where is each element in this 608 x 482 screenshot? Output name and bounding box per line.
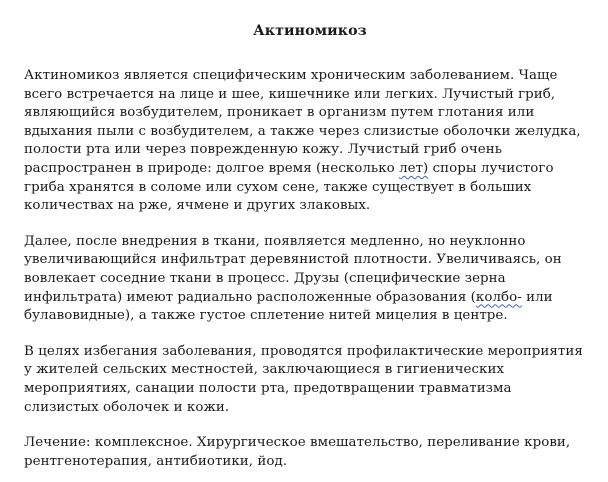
text-line bbox=[24, 399, 596, 418]
text-run: В целях избегания заболевания, проводятся профилактические мероприятия bbox=[24, 343, 583, 359]
text-line bbox=[24, 380, 596, 399]
text-run: споры лучистого bbox=[428, 160, 554, 176]
text-run: Актиномикоз является специфическим хроническим заболеванием. Чаще bbox=[24, 68, 558, 83]
text-run: булавовидные), а также густое сплетение нитей мицелия в центре. bbox=[24, 308, 508, 324]
text-line bbox=[24, 123, 596, 142]
text-run: рентгенотерапия, антибиотики, йод. bbox=[24, 453, 288, 469]
paragraph-4 bbox=[24, 434, 596, 471]
paragraph-3 bbox=[24, 343, 596, 417]
text-run: слизистых оболочек и кожи. bbox=[24, 399, 230, 415]
text-line bbox=[24, 453, 596, 472]
text-run: являющийся возбудителем, проникает в организм путем глотания или bbox=[24, 105, 535, 121]
text-run: распространен в природе: долгое время (несколько bbox=[24, 160, 400, 176]
text-line bbox=[24, 251, 596, 270]
text-line bbox=[24, 160, 596, 179]
text-line bbox=[24, 270, 596, 289]
text-run: всего встречается на лице и шее, кишечнике или легких. Лучистый гриб, bbox=[24, 86, 556, 102]
text-line bbox=[24, 343, 596, 362]
text-line bbox=[24, 434, 596, 453]
text-line bbox=[24, 104, 596, 123]
text-line bbox=[24, 233, 596, 252]
text-run: Далее, после внедрения в ткани, появляется медленно, но неуклонно bbox=[24, 233, 526, 249]
text-line bbox=[24, 197, 596, 216]
text-line bbox=[24, 67, 596, 86]
text-line bbox=[24, 179, 596, 198]
text-run: инфильтрата) имеют радиально расположенные образования ( bbox=[24, 289, 476, 305]
text-run: Лечение: комплексное. Хирургическое вмешательство, переливание крови, bbox=[24, 435, 571, 451]
text-line bbox=[24, 289, 596, 308]
text-run: вдыхания пыли с возбудителем, а также через слизистые оболочки желудка, bbox=[24, 123, 581, 139]
text-run: полости рта или через поврежденную кожу. Лучистый гриб очень bbox=[24, 142, 503, 158]
spellcheck-flagged-word: колбо- bbox=[475, 289, 522, 305]
text-line bbox=[24, 86, 596, 105]
document-body bbox=[24, 67, 596, 471]
text-run: мероприятиях, санации полости рта, предотвращении травматизма bbox=[24, 380, 512, 396]
text-line bbox=[24, 361, 596, 380]
text-run: у жителей сельских местностей, заключающиеся в гигиенических bbox=[24, 362, 505, 378]
text-run: гриба хранятся в соломе или сухом сене, также существует в больших bbox=[24, 179, 532, 195]
text-run: количествах на рже, ячмене и других злаковых. bbox=[24, 198, 371, 214]
paragraph-2 bbox=[24, 233, 596, 326]
text-run: вовлекает соседние ткани в процесс. Друзы (специфические зерна bbox=[24, 270, 506, 286]
spellcheck-flagged-word: лет) bbox=[399, 160, 429, 176]
text-line bbox=[24, 307, 596, 326]
text-run: увеличивающийся инфильтрат деревянистой плотности. Увеличиваясь, он bbox=[24, 252, 562, 268]
document-title: Актиномикоз bbox=[253, 23, 367, 39]
text-run: или bbox=[521, 289, 553, 305]
paragraph-1 bbox=[24, 67, 596, 216]
text-line bbox=[24, 141, 596, 160]
